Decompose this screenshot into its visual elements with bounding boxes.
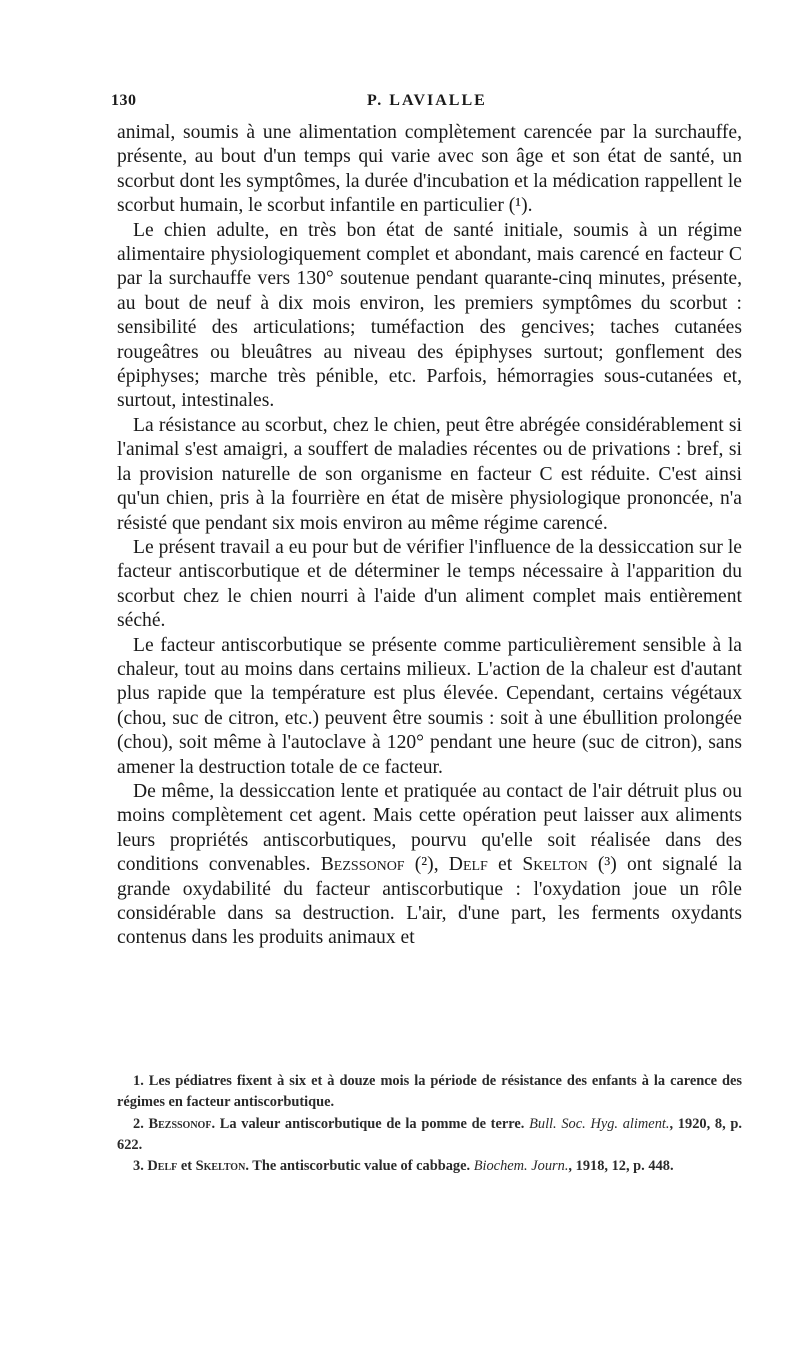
running-head-author: P. LAVIALLE (367, 92, 487, 109)
footnote-number: 3. (133, 1158, 148, 1175)
footnote-1: 1. Les pédiatres fixent à six et à douze mois la période de résistance des enfants à la carence des régimes en facteur antiscorbutique. (117, 1073, 742, 1111)
paragraph: animal, soumis à une alimentation complètement carencée par la surchauffe, présente, au bout d'un temps qui varie avec son âge et son état de santé, un scorbut dont les symptômes, la durée d'incubation et la médication rappellent le scorbut humain, le scorbut infantile en particulier (¹). (117, 122, 742, 217)
footnote-author: Bezssonof (148, 1115, 212, 1132)
citation-mark: (²), (404, 854, 449, 876)
paragraph: Le présent travail a eu pour but de vérifier l'influence de la dessiccation sur le facteur antiscorbutique et de déterminer le temps nécessaire à l'apparition du scorbut chez le chien nourri à l'aide d'un aliment complet mais entièrement séché. (117, 536, 742, 632)
footnote-author: Delf (147, 1158, 178, 1175)
footnote-author: Skelton (195, 1158, 246, 1175)
paragraph-text: De même, la dessiccation lente et pratiquée au contact de l'air détruit plus ou moins complètement cet agent. Mais cette opération peut laisser aux aliments leurs propriétés antiscorbutiques, pourvu qu'elle soit réalisée dans des conditions convenables. (117, 780, 742, 876)
paragraph-text: (³) ont signalé la grande oxydabilité du facteur antiscorbutique : l'oxydation joue un rôle considérable dans sa destruction. L'air, d'une part, les ferments oxydants contenus dans les produits animaux et (117, 854, 743, 949)
footnote-journal: Biochem. Journ. (473, 1158, 569, 1175)
paragraph: Le facteur antiscorbutique se présente comme particulièrement sensible à la chaleur, tout au moins dans certains milieux. L'action de la chaleur est d'autant plus rapide que la température est plus élevée. Cependant, certains végétaux (chou, suc de citron, etc.) peuvent être soumis : soit à une ébullition prolongée (chou), soit même à l'autoclave à 120° pendant une heure (suc de citron), sans amener la destruction totale de ce facteur. (117, 634, 742, 778)
paragraph: La résistance au scorbut, chez le chien, peut être abrégée considérablement si l'animal s'est amaigri, a souffert de maladies récentes ou de privations : bref, si la provision naturelle de son organisme en facteur C est réduite. C'est ainsi qu'un chien, pris à la fourrière en état de misère physiologique prononcée, n'a résisté que pendant six mois environ au même régime carencé. (117, 414, 742, 534)
body-text (117, 121, 742, 951)
footnote-title: . The antiscorbutic value of cabbage. (245, 1158, 474, 1175)
conjunction: et (487, 854, 523, 876)
author-name: Bezssonof (320, 854, 405, 876)
author-name: Delf (448, 854, 488, 876)
footnote-reference: , 1918, 12, p. 448. (568, 1158, 674, 1175)
footnote-title: . La valeur antiscorbutique de la pomme de terre. (211, 1115, 530, 1132)
footnotes (117, 1071, 742, 1177)
footnote-reference: , 1920, 8, p. 622. (117, 1115, 742, 1153)
footnote-3 (117, 1156, 742, 1177)
running-head (111, 92, 742, 116)
author-name: Skelton (522, 854, 588, 876)
footnote-journal: Bull. Soc. Hyg. aliment. (529, 1115, 670, 1132)
page-number: 130 (111, 92, 137, 109)
footnote-2 (117, 1114, 742, 1157)
conjunction: et (177, 1158, 196, 1175)
paragraph (117, 780, 742, 951)
footnote-number: 2. (133, 1115, 149, 1132)
paragraph: Le chien adulte, en très bon état de santé initiale, soumis à un régime alimentaire physiologiquement complet et abondant, mais carencé en facteur C par la surchauffe vers 130° soutenue pendant quarante-cinq minutes, présente, au bout de neuf à dix mois environ, les premiers symptômes du scorbut : sensibilité des articulations; tuméfaction des gencives; taches cutanées rougeâtres ou bleuâtres au niveau des épiphyses surtout; gonflement des épiphyses; marche très pénible, etc. Parfois, hémorragies sous-cutanées et, surtout, intestinales. (117, 219, 742, 412)
